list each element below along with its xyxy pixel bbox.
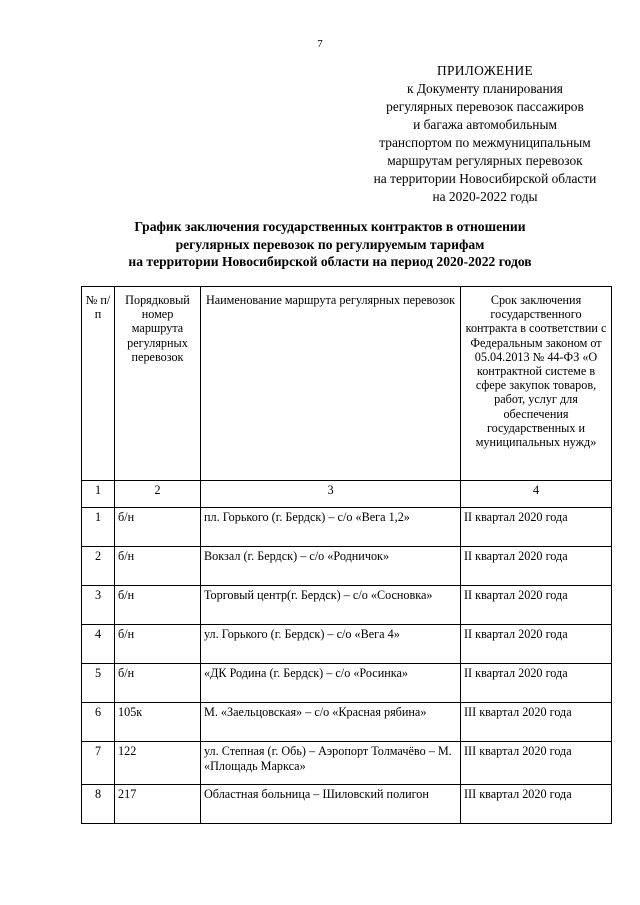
appendix-block	[340, 62, 630, 206]
row-route-name: Торговый центр(г. Бердск) – с/о «Сосновка»	[201, 586, 461, 625]
appendix-line: транспортом по межмуниципальным	[379, 135, 591, 150]
row-contract-term: II квартал 2020 года	[461, 508, 612, 547]
page-number: 7	[317, 38, 323, 50]
row-contract-term: III квартал 2020 года	[461, 742, 612, 785]
row-route-name: ул. Степная (г. Обь) – Аэропорт Толмачёво – М. «Площадь Маркса»	[201, 742, 461, 785]
header-route-code: Порядковый номер маршрута регулярных перевозок	[115, 287, 201, 481]
row-contract-term: III квартал 2020 года	[461, 703, 612, 742]
row-num: 7	[82, 742, 115, 785]
table-row	[82, 703, 612, 742]
row-contract-term: II квартал 2020 года	[461, 625, 612, 664]
contracts-schedule-table	[81, 286, 612, 824]
table-row	[82, 547, 612, 586]
appendix-line: регулярных перевозок пассажиров	[386, 99, 584, 114]
table-header-row	[82, 287, 612, 481]
row-route-code: 122	[115, 742, 201, 785]
row-contract-term: II квартал 2020 года	[461, 547, 612, 586]
row-route-name: пл. Горького (г. Бердск) – с/о «Вега 1,2»	[201, 508, 461, 547]
column-number: 1	[82, 481, 115, 508]
header-contract-term: Срок заключения государственного контракта в соответствии с Федеральным законом от 05.04.2013 № 44-ФЗ «О контрактной системе в сфере закупок товаров, работ, услуг для обеспечения государственных и муниципальных нужд»	[461, 287, 612, 481]
appendix-line: маршрутам регулярных перевозок	[387, 153, 583, 168]
row-route-name: ул. Горького (г. Бердск) – с/о «Вега 4»	[201, 625, 461, 664]
table-row	[82, 742, 612, 785]
row-route-code: б/н	[115, 664, 201, 703]
row-route-code: б/н	[115, 508, 201, 547]
row-num: 4	[82, 625, 115, 664]
row-num: 8	[82, 785, 115, 824]
table-row	[82, 785, 612, 824]
column-numbers-row	[82, 481, 612, 508]
title-line: на территории Новосибирской области на период 2020-2022 годов	[128, 254, 532, 269]
row-num: 6	[82, 703, 115, 742]
title-line: регулярных перевозок по регулируемым тарифам	[175, 236, 485, 252]
row-num: 1	[82, 508, 115, 547]
row-route-code: 105к	[115, 703, 201, 742]
row-contract-term: III квартал 2020 года	[461, 785, 612, 824]
appendix-line: и багажа автомобильным	[413, 117, 557, 132]
row-num: 3	[82, 586, 115, 625]
table-row	[82, 625, 612, 664]
header-route-name: Наименование маршрута регулярных перевозок	[201, 287, 461, 481]
title-line: График заключения государственных контрактов в отношении	[134, 219, 526, 234]
appendix-line: на территории Новосибирской области	[373, 171, 597, 186]
row-route-code: б/н	[115, 625, 201, 664]
column-number: 3	[201, 481, 461, 508]
row-route-code: 217	[115, 785, 201, 824]
appendix-line: на 2020-2022 годы	[432, 189, 538, 204]
row-route-name: Вокзал (г. Бердск) – с/о «Родничок»	[201, 547, 461, 586]
row-route-name: Областная больница – Шиловский полигон	[201, 785, 461, 824]
row-route-code: б/н	[115, 586, 201, 625]
column-number: 2	[115, 481, 201, 508]
row-contract-term: II квартал 2020 года	[461, 664, 612, 703]
table-row	[82, 508, 612, 547]
table-row	[82, 664, 612, 703]
row-route-name: М. «Заельцовская» – с/о «Красная рябина»	[201, 703, 461, 742]
column-number: 4	[461, 481, 612, 508]
row-contract-term: II квартал 2020 года	[461, 586, 612, 625]
row-route-code: б/н	[115, 547, 201, 586]
appendix-line: к Документу планирования	[407, 81, 563, 96]
row-num: 5	[82, 664, 115, 703]
row-route-name: «ДК Родина (г. Бердск) – с/о «Росинка»	[201, 664, 461, 703]
document-title	[60, 218, 600, 271]
appendix-heading: ПРИЛОЖЕНИЕ	[437, 63, 533, 78]
row-num: 2	[82, 547, 115, 586]
header-num: № п/п	[82, 287, 115, 481]
table-row	[82, 586, 612, 625]
